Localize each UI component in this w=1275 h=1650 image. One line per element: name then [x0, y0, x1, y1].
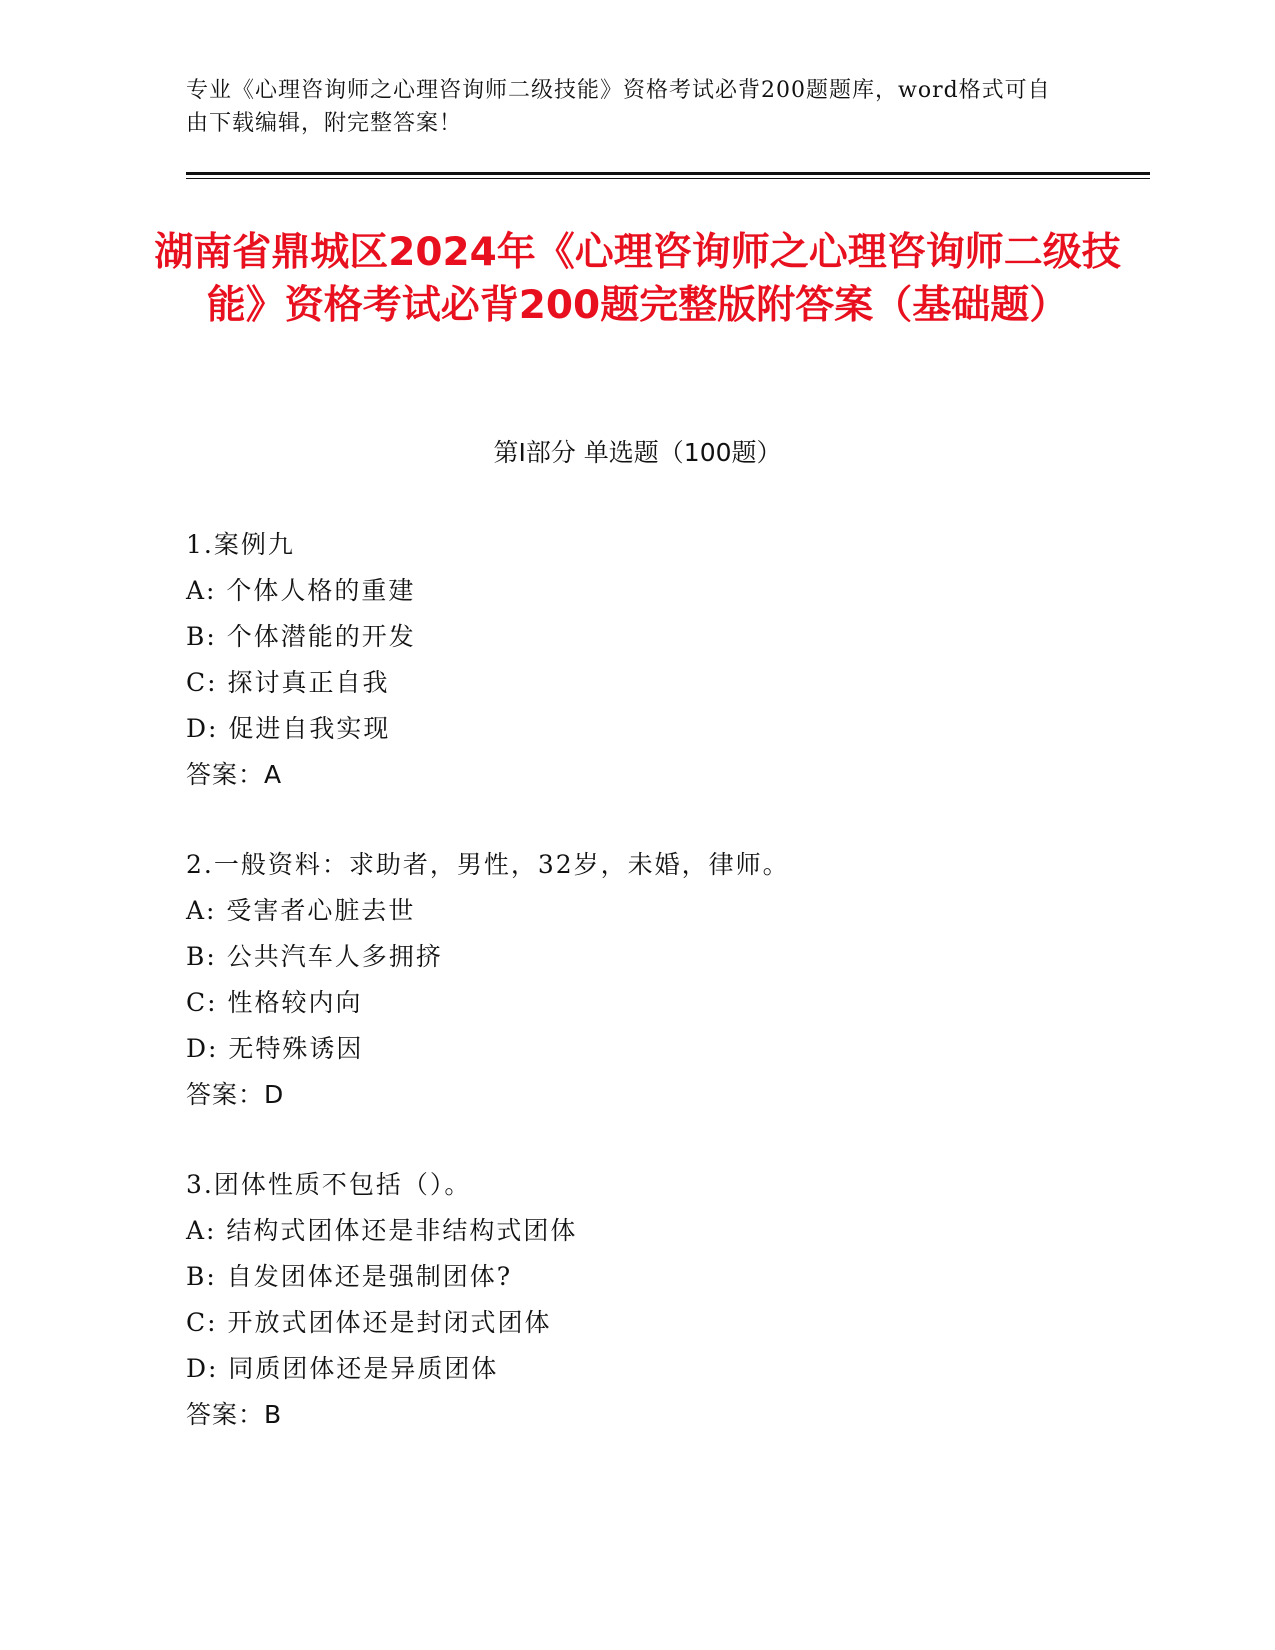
question-stem: 3.团体性质不包括（）。 [186, 1170, 472, 1199]
option-a: A: 受害者心脏去世 [186, 896, 416, 925]
option-c: C: 开放式团体还是封闭式团体 [186, 1308, 552, 1337]
option-d: D: 无特殊诱因 [186, 1034, 364, 1063]
header-note: 专业《心理咨询师之心理咨询师二级技能》资格考试必背200题题库，word格式可自由下载编辑，附完整答案！ [186, 78, 1051, 136]
document-title: 湖南省鼎城区2024年《心理咨询师之心理咨询师二级技能》资格考试必背200题完整版附答案（基础题） [154, 230, 1121, 328]
header-rule-thin [186, 178, 1150, 179]
question-3 [186, 1162, 1086, 1438]
option-b: B: 个体潜能的开发 [186, 622, 416, 651]
answer-line: 答案：A [186, 760, 283, 789]
question-stem: 2.一般资料：求助者，男性，32岁，未婚，律师。 [186, 850, 790, 879]
option-c: C: 性格较内向 [186, 988, 363, 1017]
option-b: B: 自发团体还是强制团体? [186, 1262, 513, 1291]
question-1 [186, 522, 1086, 798]
option-a: A: 个体人格的重建 [186, 576, 416, 605]
option-d: D: 促进自我实现 [186, 714, 391, 743]
question-2 [186, 842, 1086, 1118]
answer-line: 答案：D [186, 1080, 285, 1109]
answer-line: 答案：B [186, 1400, 283, 1429]
option-d: D: 同质团体还是异质团体 [186, 1354, 499, 1383]
question-stem: 1.案例九 [186, 530, 295, 559]
section-title: 第I部分 单选题（100题） [493, 438, 782, 467]
option-a: A: 结构式团体还是非结构式团体 [186, 1216, 578, 1245]
option-b: B: 公共汽车人多拥挤 [186, 942, 443, 971]
option-c: C: 探讨真正自我 [186, 668, 390, 697]
header-rule-thick [186, 172, 1150, 175]
